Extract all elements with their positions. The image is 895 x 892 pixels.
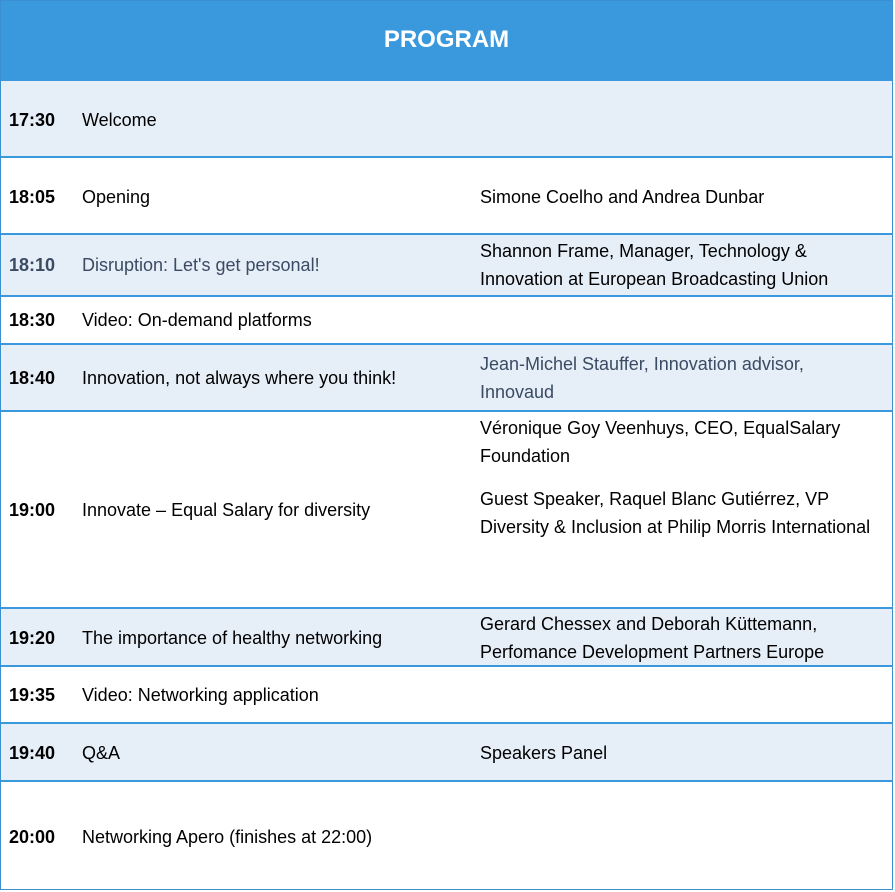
table-row (1, 343, 892, 410)
row-time: 19:00 (9, 500, 56, 520)
row-time: 18:30 (9, 310, 56, 330)
row-title: Welcome (82, 110, 157, 130)
row-time: 18:40 (9, 368, 56, 388)
row-time: 17:30 (9, 110, 56, 130)
row-speaker-guest: Guest Speaker, Raquel Blanc Gutiérrez, VP Diversity & Inclusion at Philip Morris International (480, 489, 871, 537)
table-row (1, 607, 892, 665)
row-speaker: Simone Coelho and Andrea Dunbar (480, 187, 765, 207)
row-title: Networking Apero (finishes at 22:00) (82, 827, 373, 847)
row-speaker: Shannon Frame, Manager, Technology & Innovation at European Broadcasting Union (480, 241, 829, 289)
table-row (1, 79, 892, 156)
table-row (1, 156, 892, 233)
table-row (1, 722, 892, 780)
row-time: 19:40 (9, 743, 56, 763)
program-title: PROGRAM (383, 26, 510, 53)
row-time: 18:05 (9, 187, 56, 207)
row-speaker: Jean-Michel Stauffer, Innovation advisor, Innovaud (480, 354, 804, 402)
row-speakers (480, 414, 880, 541)
row-speaker: Véronique Goy Veenhuys, CEO, EqualSalary Foundation (480, 418, 841, 466)
row-time: 18:10 (9, 255, 56, 275)
table-row (1, 295, 892, 343)
program-header (1, 1, 892, 79)
row-title: Q&A (82, 743, 121, 763)
row-time: 19:20 (9, 628, 56, 648)
row-title: Innovation, not always where you think! (82, 368, 397, 388)
row-title: Opening (82, 187, 151, 207)
row-time: 20:00 (9, 827, 56, 847)
table-row (1, 780, 892, 889)
row-title: Disruption: Let's get personal! (82, 255, 320, 275)
row-speaker: Gerard Chessex and Deborah Küttemann, Perfomance Development Partners Europe (480, 614, 825, 662)
table-row (1, 665, 892, 722)
row-time: 19:35 (9, 685, 56, 705)
table-row (1, 410, 892, 607)
row-title: Innovate – Equal Salary for diversity (82, 500, 371, 520)
row-title: Video: On-demand platforms (82, 310, 312, 330)
table-row (1, 233, 892, 295)
row-speaker: Speakers Panel (480, 743, 608, 763)
row-title: Video: Networking application (82, 685, 319, 705)
row-title: The importance of healthy networking (82, 628, 383, 648)
